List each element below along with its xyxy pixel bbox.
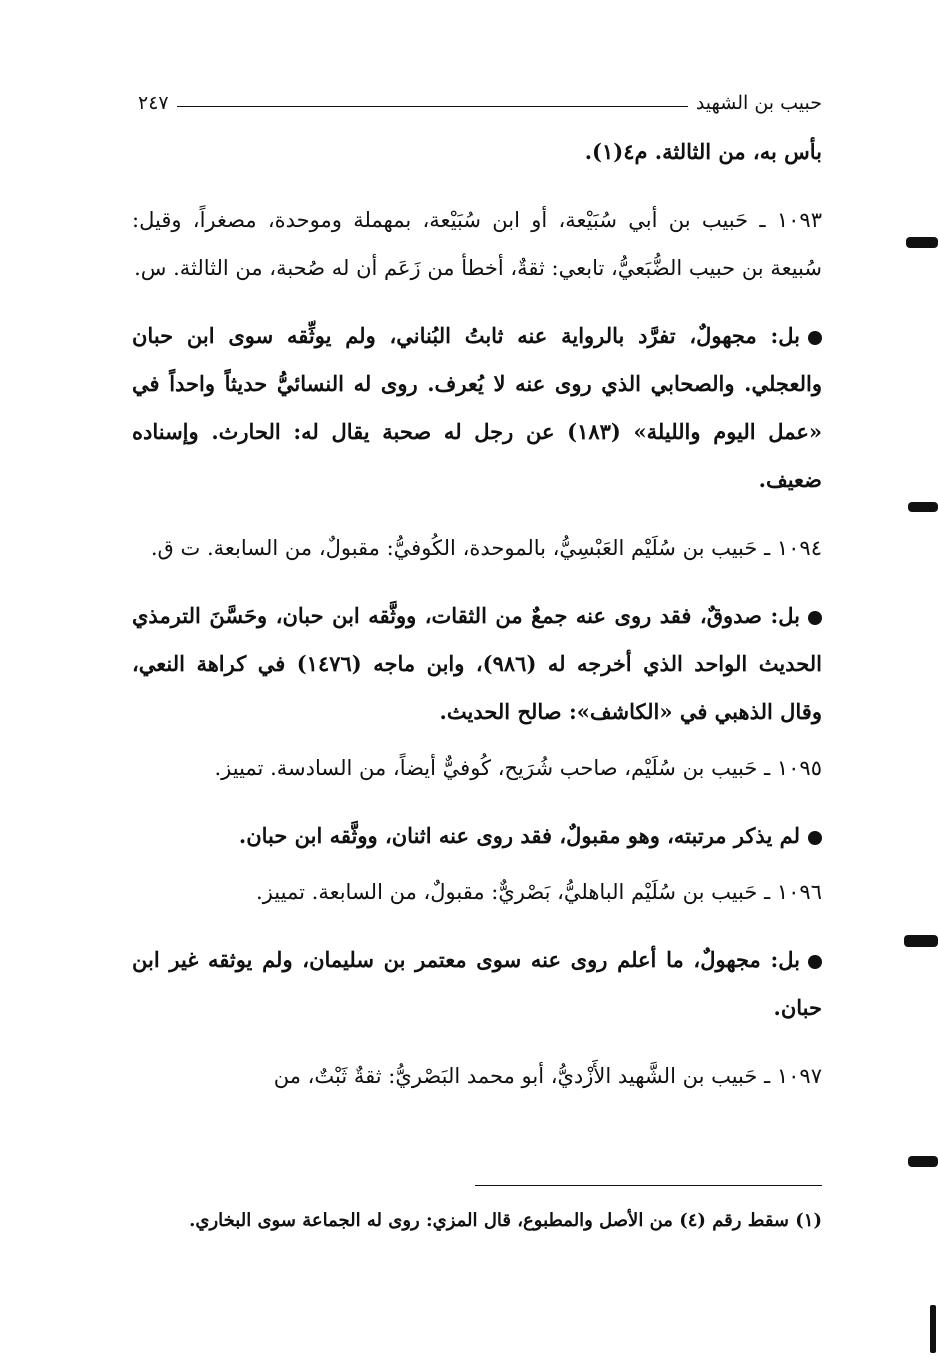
paragraph-text: بل: مجهولٌ، تفرَّد بالرواية عنه ثابتُ البُناني، ولم يوثِّقه سوى ابن حبان والعجلي. والصحابي الذي روى عنه لا يُعرف. روى له النسائيُّ حديثاً واحداً في «عمل اليوم والليلة» (١٨٣) عن رجل له صحبة يقال له: الحارث. وإسناده ضعيف.	[132, 323, 822, 492]
comment-1096	[132, 936, 822, 1032]
paragraph-text: بل: صدوقٌ، فقد روى عنه جمعٌ من الثقات، ووثَّقه ابن حبان، وحَسَّنَ الترمذي الحديث الواحد الذي أخرجه له (٩٨٦)، وابن ماجه (١٤٧٦) في كراهة النعي، وقال الذهبي في «الكاشف»: صالح الحديث.	[132, 603, 822, 724]
paragraph-text: لم يذكر مرتبته، وهو مقبولٌ، فقد روى عنه اثنان، ووثَّقه ابن حبان.	[238, 823, 800, 848]
entry-1095	[132, 744, 822, 792]
bullet-icon	[808, 955, 822, 969]
paragraph-text: ١٠٩٦ ـ حَبيب بن سُلَيْم الباهليُّ، بَصْريٌّ: مقبولٌ، من السابعة. تمييز.	[256, 880, 822, 904]
paragraph-text: بل: مجهولٌ، ما أعلم روى عنه سوى معتمر بن سليمان، ولم يوثقه غير ابن حبان.	[132, 947, 822, 1020]
entry-1093	[132, 196, 822, 292]
header-title: حبيب بن الشهيد	[695, 92, 822, 114]
paragraph-continuation	[132, 128, 822, 176]
footnote-rule	[475, 1185, 822, 1186]
bullet-icon	[808, 331, 822, 345]
paragraph-text: ١٠٩٧ ـ حَبيب بن الشَّهيد الأَزْديُّ، أبو محمد البَصْريُّ: ثقةٌ ثَبْتٌ، من	[273, 1064, 822, 1088]
paragraph-text: بأس به، من الثالثة. م٤(١).	[584, 139, 822, 164]
page-number: ٢٤٧	[138, 92, 169, 114]
scan-edge-mark	[908, 502, 938, 512]
page-body	[132, 128, 822, 1120]
footnote: (١) سقط رقم (٤) من الأصل والمطبوع، قال المزي: روى له الجماعة سوى البخاري.	[189, 1210, 822, 1231]
running-header	[138, 84, 822, 114]
comment-1094	[132, 592, 822, 736]
scan-edge-mark	[904, 935, 938, 947]
paragraph-text: ١٠٩٥ ـ حَبيب بن سُلَيْم، صاحب شُرَيح، كُوفيٌّ أيضاً، من السادسة. تمييز.	[214, 756, 822, 780]
entry-1096	[132, 868, 822, 916]
bullet-icon	[808, 611, 822, 625]
scan-edge-mark	[930, 1305, 936, 1353]
comment-1095	[132, 812, 822, 860]
entry-1094	[132, 524, 822, 572]
entry-1097	[132, 1052, 822, 1100]
paragraph-text: ١٠٩٣ ـ حَبيب بن أبي سُبَيْعة، أو ابن سُبَيْعة، بمهملة وموحدة، مصغراً، وقيل: سُبيعة بن حبيب الضُّبَعيُّ، تابعي: ثقةٌ، أخطأ من زَعَم أن له صُحبة، من الثالثة. س.	[132, 208, 822, 280]
paragraph-text: ١٠٩٤ ـ حَبيب بن سُلَيْم العَبْسِيُّ، بالموحدة، الكُوفيُّ: مقبولٌ، من السابعة. ت ق.	[150, 536, 822, 560]
bullet-icon	[808, 831, 822, 845]
scan-edge-mark	[906, 237, 938, 248]
header-rule	[177, 106, 688, 107]
scan-edge-mark	[908, 1156, 938, 1167]
comment-1093	[132, 312, 822, 504]
